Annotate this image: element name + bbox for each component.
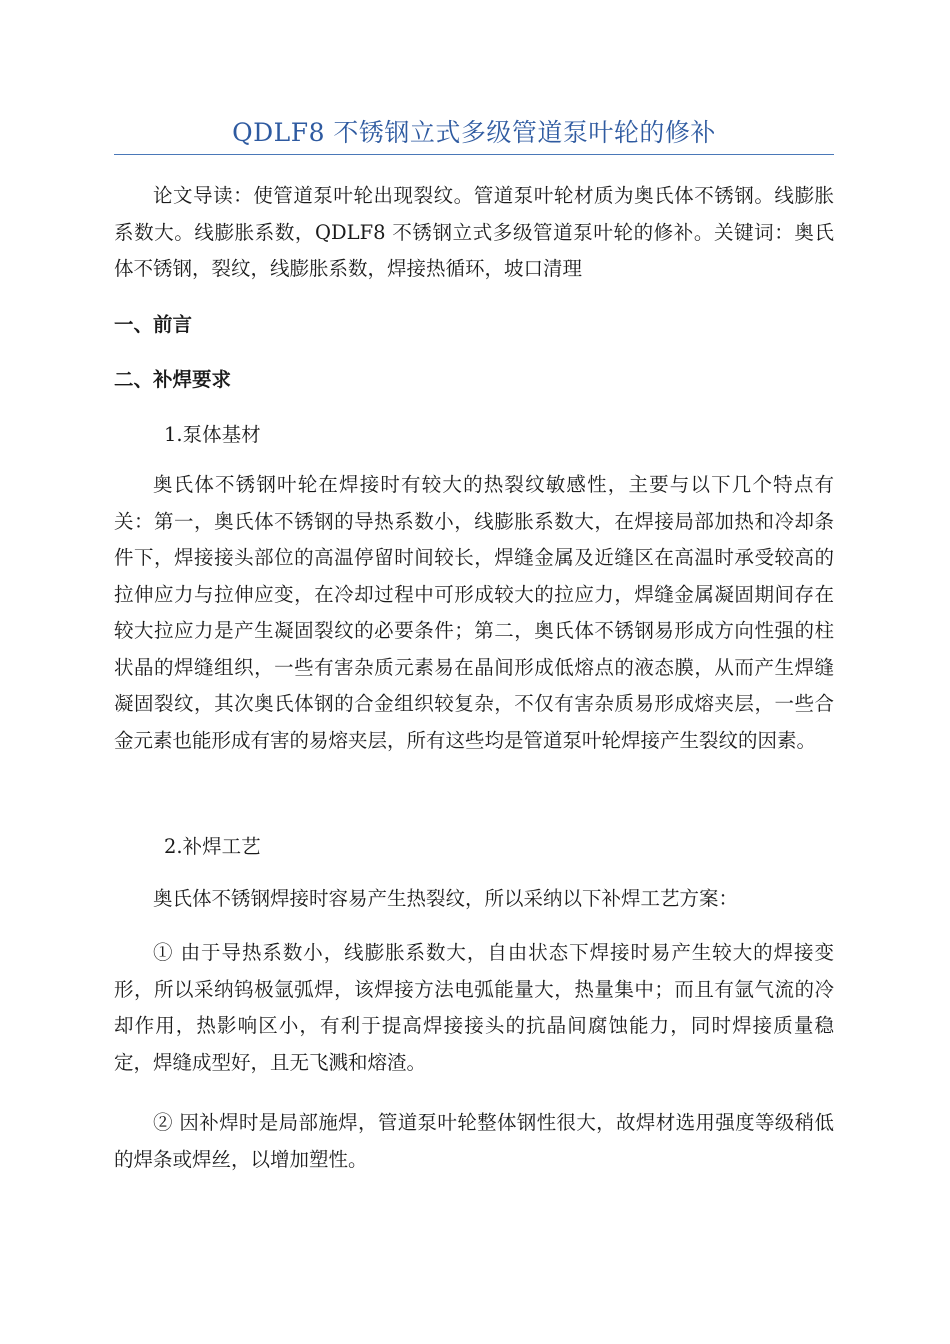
title-underline bbox=[114, 154, 834, 155]
body-paragraph-point-1: ① 由于导热系数小，线膨胀系数大，自由状态下焊接时易产生较大的焊接变形，所以采纳钨极氩弧焊，该焊接方法电弧能量大，热量集中；而且有氩气流的冷却作用，热影响区小，有利于提高焊接接头的抗晶间腐蚀能力，同时焊接质量稳定，焊缝成型好，且无飞溅和熔渣。 bbox=[114, 941, 834, 1074]
body-paragraph-process-intro: 奥氏体不锈钢焊接时容易产生热裂纹，所以采纳以下补焊工艺方案： bbox=[153, 887, 739, 910]
body-paragraph-base-material: 奥氏体不锈钢叶轮在焊接时有较大的热裂纹敏感性，主要与以下几个特点有关：第一，奥氏体不锈钢的导热系数小，线膨胀系数大，在焊接局部加热和冷却条件下，焊接接头部位的高温停留时间较长，焊缝金属及近缝区在高温时承受较高的拉伸应力与拉伸应变，在冷却过程中可形成较大的拉应力，焊缝金属凝固期间存在较大拉应力是产生凝固裂纹的必要条件；第二，奥氏体不锈钢易形成方向性强的柱状晶的焊缝组织，一些有害杂质元素易在晶间形成低熔点的液态膜，从而产生焊缝凝固裂纹，其次奥氏体钢的合金组织较复杂，不仅有害杂质易形成熔夹层，一些合金元素也能形成有害的易熔夹层，所有这些均是管道泵叶轮焊接产生裂纹的因素。 bbox=[114, 473, 834, 752]
section-heading-preface: 一、前言 bbox=[114, 313, 193, 336]
body-paragraph-point-2: ② 因补焊时是局部施焊，管道泵叶轮整体钢性很大，故焊材选用强度等级稍低的焊条或焊丝，以增加塑性。 bbox=[114, 1111, 834, 1171]
subsection-heading-pump-base-material: 1.泵体基材 bbox=[164, 423, 261, 446]
subsection-heading-repair-welding-process: 2.补焊工艺 bbox=[164, 835, 261, 858]
document-title: QDLF8 不锈钢立式多级管道泵叶轮的修补 bbox=[232, 118, 716, 147]
abstract-paragraph: 论文导读：使管道泵叶轮出现裂纹。管道泵叶轮材质为奥氏体不锈钢。线膨胀系数大。线膨胀系数，QDLF8 不锈钢立式多级管道泵叶轮的修补。关键词：奥氏体不锈钢，裂纹，线膨胀系数，焊接热循环，坡口清理 bbox=[114, 184, 834, 280]
section-heading-repair-requirements: 二、补焊要求 bbox=[114, 368, 232, 391]
